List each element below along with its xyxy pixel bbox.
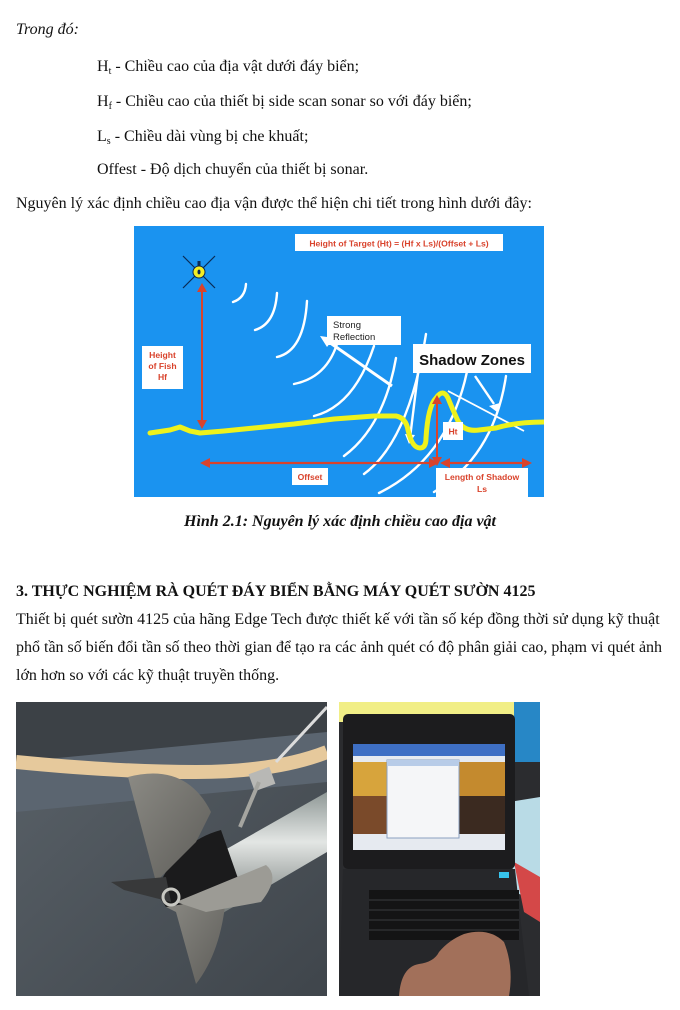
ls-label: Length of Shadow bbox=[444, 472, 520, 482]
section-heading: 3. THỰC NGHIỆM RÀ QUÉT ĐÁY BIỂN BẰNG MÁY QUÉT SƯỜN 4125 bbox=[16, 583, 536, 600]
symbol-subscript: t bbox=[108, 66, 112, 77]
offset-label: Offset bbox=[297, 472, 323, 482]
definition-text: - Chiều cao của thiết bị side scan sonar so với đáy biển; bbox=[111, 93, 472, 110]
figure-caption: Hình 2.1: Nguyên lý xác định chiều cao địa vật bbox=[184, 513, 496, 530]
section-paragraph-line-1: Thiết bị quét sườn 4125 của hãng Edge Tech được thiết kế với tần số kép đồng thời sử dụng kỹ thuật bbox=[16, 611, 660, 628]
formula-label: Height of Target (Ht) = (Hf x Ls)/(Offset + Ls) bbox=[309, 238, 489, 249]
ht-label: Ht bbox=[448, 426, 458, 437]
definition-text: - Chiều dài vùng bị che khuất; bbox=[110, 128, 309, 145]
laptop-software-photo bbox=[339, 702, 540, 996]
sonar-towfish-photo bbox=[16, 702, 327, 996]
definition-text: - Chiều cao của địa vật dưới đáy biển; bbox=[111, 58, 360, 75]
strong-reflection-label: Strong bbox=[333, 320, 361, 331]
symbol: L bbox=[97, 128, 107, 145]
definition-text: - Độ dịch chuyển của thiết bị sonar. bbox=[136, 161, 369, 178]
definition-ls bbox=[97, 127, 308, 147]
hf-label: Height bbox=[149, 350, 176, 360]
section-paragraph-line-3: lớn hơn so với các kỹ thuật truyền thống. bbox=[16, 667, 280, 684]
symbol-subscript: f bbox=[108, 101, 112, 112]
symbol: Offest bbox=[97, 161, 137, 178]
ls-label-2: Ls bbox=[476, 484, 488, 494]
definition-offset bbox=[97, 160, 368, 180]
definition-ht bbox=[97, 57, 359, 77]
strong-reflection-label-2: Reflection bbox=[333, 332, 376, 343]
symbol: H bbox=[97, 93, 109, 110]
section-paragraph-line-2: phổ tần số biến đổi tần số theo thời gian để tạo ra các ảnh quét có độ phân giải cao, phạm vi quét ảnh bbox=[16, 639, 663, 656]
lead-paragraph: Nguyên lý xác định chiều cao địa vận được thể hiện chi tiết trong hình dưới đây: bbox=[16, 195, 532, 212]
hf-label-3: Hf bbox=[157, 372, 168, 382]
sonar-height-diagram bbox=[134, 226, 544, 497]
definition-hf bbox=[97, 92, 472, 112]
symbol-subscript: s bbox=[106, 136, 111, 147]
shadow-zones-label: Shadow Zones bbox=[419, 352, 525, 369]
hf-label-2: of Fish bbox=[148, 361, 177, 371]
intro-label: Trong đó: bbox=[16, 21, 79, 38]
symbol: H bbox=[97, 58, 109, 75]
